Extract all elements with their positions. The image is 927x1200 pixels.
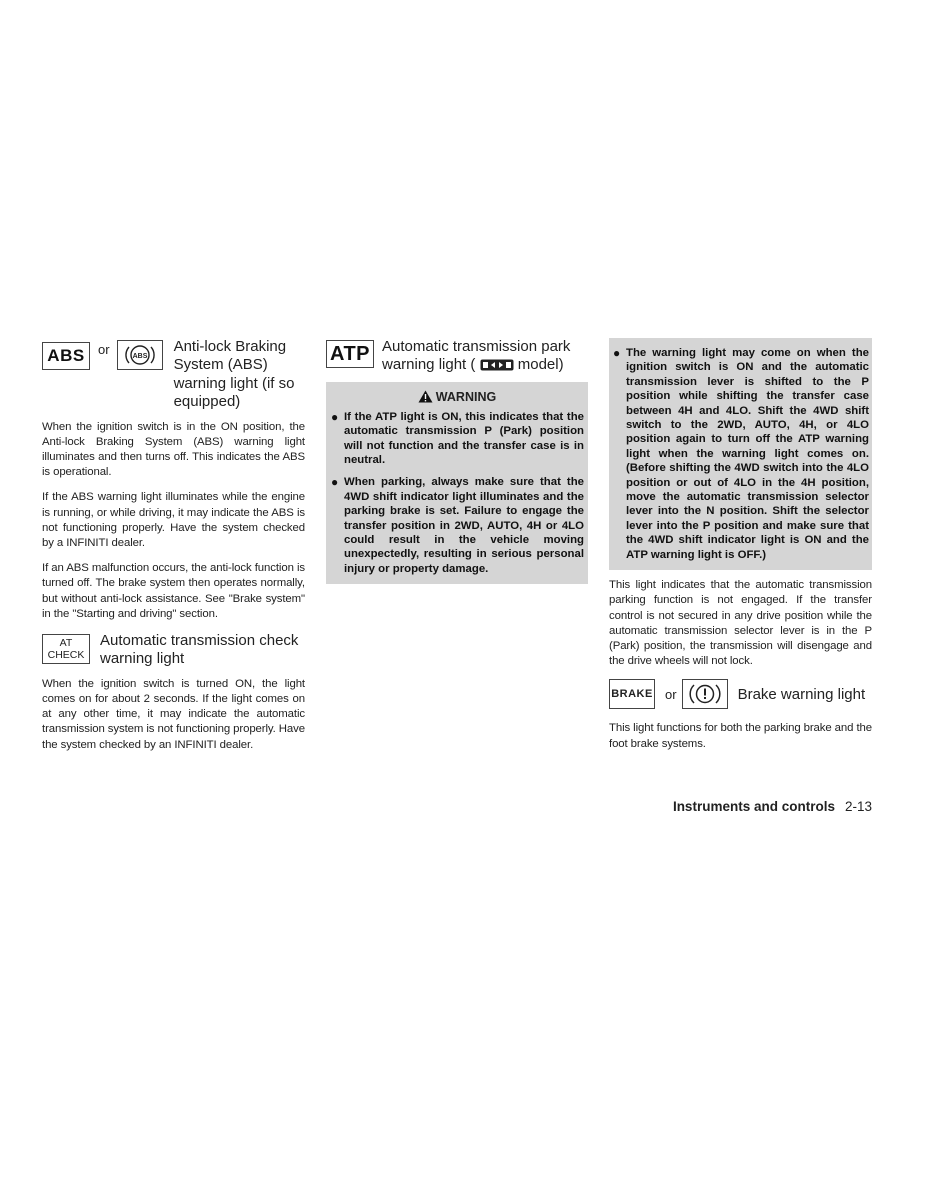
brake-paragraph: This light functions for both the parking brake and the foot brake systems. xyxy=(609,722,872,750)
atp-title-part2: model) xyxy=(517,356,564,374)
page-number: 2-13 xyxy=(844,799,872,814)
abs-title: Anti-lock Braking System (ABS) warning light (if so equipped) xyxy=(173,338,295,411)
at-check-heading xyxy=(42,632,305,669)
atp-description-paragraph: This light indicates that the automatic transmission parking function is not engaged. If the transfer control is not secured in any drive position while the automatic transmission selector lever is in the P (Park) position, the transmission will disengage and the drive wheels will not lock. xyxy=(609,579,872,668)
abs-paragraph-3: If an ABS malfunction occurs, the anti-lock function is turned off. The brake system then operates normally, but without anti-lock assistance. See "Brake system" in the "Starting and driving" section. xyxy=(42,562,305,620)
brake-circle-icon xyxy=(682,679,728,709)
abs-paragraph-1: When the ignition switch is in the ON position, the Anti-lock Braking System (ABS) warning light illuminates and then turns off. This indicates the ABS is operational. xyxy=(42,420,305,479)
at-check-icon xyxy=(42,634,90,664)
warning-bullet-3-text: The warning light may come on when the ignition switch is ON and the automatic transmission lever is shifted to the P position while shifting the transfer case between 4H and 4LO. Shift the 4WD shift switch to the 2WD, AUTO, 4H, or 4LO position again to turn off the ATP warning light when the warning light comes on. (Before shifting the 4WD switch into the 4LO position or out of 4LO in the 4H position, move the automatic transmission selector lever into the N position. Shift the selector lever into the P position and make sure that the 4WD shift indicator light is ON and the ATP warning light is OFF.) xyxy=(626,347,869,561)
four-by-four-icon xyxy=(480,359,514,371)
or-text: or xyxy=(665,686,677,702)
atp-heading xyxy=(326,338,588,375)
column-right xyxy=(609,338,872,762)
warning-bullet-1-text: If the ATP light is ON, this indicates that the automatic transmission P (Park) position will not function and the transfer case is in neutral. xyxy=(344,410,584,467)
continued-warning-box xyxy=(609,338,872,570)
at-check-title: Automatic transmission check warning light xyxy=(100,632,299,668)
brake-title: Brake warning light xyxy=(737,685,866,703)
column-middle xyxy=(326,338,588,584)
warning-label: WARNING xyxy=(435,389,497,404)
or-text: or xyxy=(98,342,110,357)
warning-bullet-1: ● If the ATP light is ON, this indicates that the automatic transmission P (Park) position will not function and the transfer case is in neutral. xyxy=(331,409,584,467)
warning-bullet-3: ● The warning light may come on when the ignition switch is ON and the automatic transmission lever is shifted to the P position while shifting the transfer case between 4H and 4LO. Shift the 4WD shift switch to the 2WD, AUTO, 4H, or 4LO position again to turn off the ATP warning light when the warning light comes on. (Before shifting the 4WD switch into the 4LO position or out of 4LO in the 4H position, move the automatic transmission selector lever into the N position. Shift the selector lever into the P position and make sure that the 4WD shift indicator light is ON and the ATP warning light is OFF.) xyxy=(613,346,869,561)
column-left xyxy=(42,338,305,763)
footer-section-title: Instruments and controls xyxy=(672,799,835,814)
atp-title xyxy=(382,338,588,375)
atp-text-icon: ATP xyxy=(326,340,374,368)
abs-paragraph-2: If the ABS warning light illuminates while the engine is running, or while driving, it may indicate the ABS is not functioning properly. Have the system checked by a INFINITI dealer. xyxy=(42,491,305,550)
at-check-paragraph: When the ignition switch is turned ON, the light comes on for about 2 seconds. If the light comes on at any other time, it may indicate the automatic transmission system is not functioning properly. Have the system checked by an INFINITI dealer. xyxy=(42,677,305,751)
warning-triangle-icon xyxy=(418,390,433,403)
atp-title-part1: Automatic transmission park warning light ( xyxy=(382,338,571,374)
abs-circle-label: ABS xyxy=(132,353,147,360)
brake-text-icon: BRAKE xyxy=(609,679,655,709)
abs-heading xyxy=(42,338,305,412)
brake-heading xyxy=(609,679,872,709)
page-footer xyxy=(620,799,872,814)
at-check-icon-line1: AT xyxy=(59,637,73,650)
abs-text-icon: ABS xyxy=(42,342,90,370)
atp-warning-box xyxy=(326,382,588,584)
warning-bullet-2-text: When parking, always make sure that the 4WD shift indicator light illuminates and the parking brake is set. Failure to engage the transfer position in 2WD, AUTO, 4H or 4LO could result in the vehicle moving unexpectedly, resulting in serious personal injury or property damage. xyxy=(344,476,584,575)
at-check-icon-line2: CHECK xyxy=(47,649,85,662)
abs-circle-icon xyxy=(117,340,163,370)
warning-bullet-2: ● When parking, always make sure that the 4WD shift indicator light illuminates and the parking brake is set. Failure to engage the transfer position in 2WD, AUTO, 4H or 4LO could result in the vehicle moving unexpectedly, resulting in serious personal injury or property damage. xyxy=(331,475,584,575)
warning-heading xyxy=(330,390,584,404)
